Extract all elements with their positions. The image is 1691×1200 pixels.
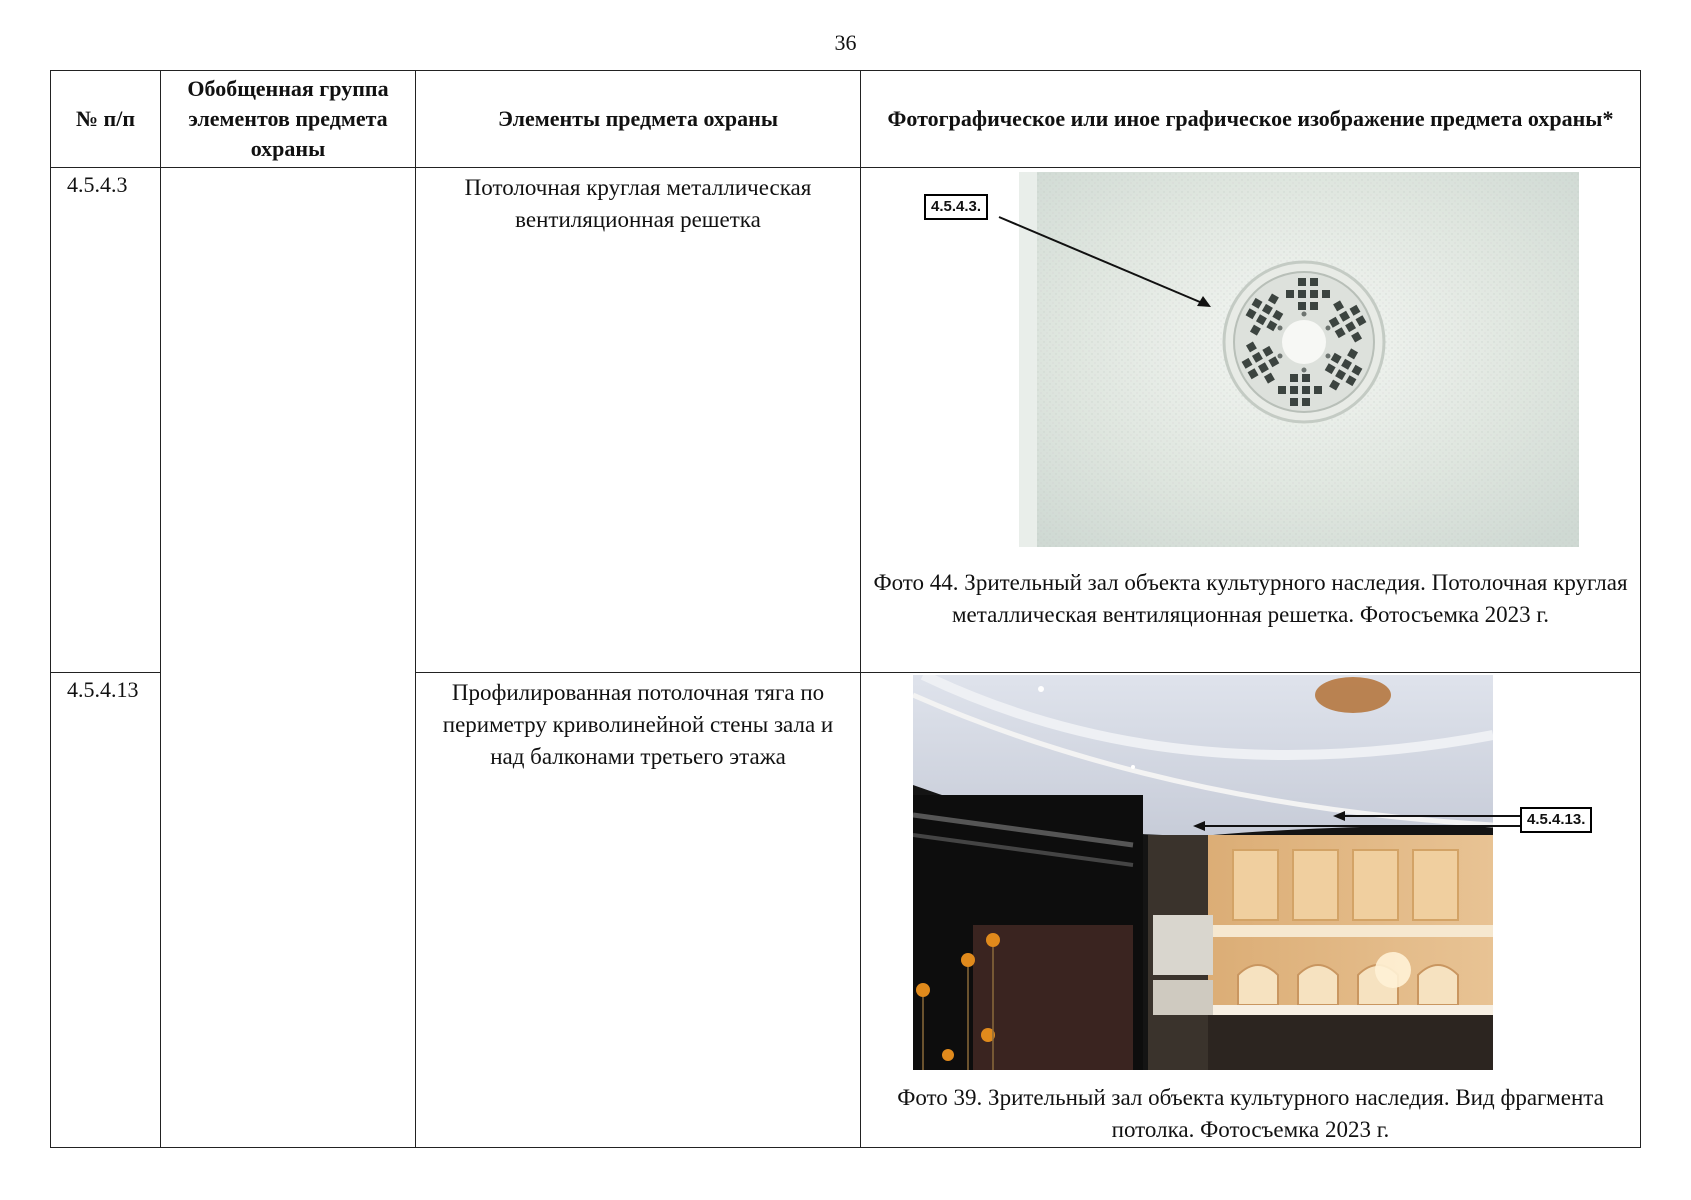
header-num: № п/п <box>51 71 161 168</box>
protection-table <box>50 70 1641 1148</box>
photo-caption: Фото 39. Зрительный зал объекта культурного наследия. Вид фрагмента потолка. Фотосъемка 2023 г. <box>897 1085 1604 1142</box>
row-element: Профилированная потолочная тяга по периметру криволинейной стены зала и над балконами третьего этажа <box>416 673 861 1148</box>
header-group: Обобщенная группа элементов предмета охраны <box>161 71 416 168</box>
header-elements: Элементы предмета охраны <box>416 71 861 168</box>
photo-label-4-5-4-13: 4.5.4.13. <box>1520 807 1592 833</box>
photo-ventilation-grille <box>931 172 1579 547</box>
row-photo-cell <box>861 673 1641 1148</box>
table-row <box>51 168 1641 673</box>
hall-ceiling-image <box>913 675 1493 1070</box>
photo-caption: Фото 44. Зрительный зал объекта культурного наследия. Потолочная круглая металлическая вентиляционная решетка. Фотосъемка 2023 г. <box>873 570 1628 627</box>
pointer-arrow-icon <box>999 202 1229 312</box>
row-group <box>161 168 416 1148</box>
pointer-arrow-icon <box>1193 810 1523 840</box>
row-photo-cell <box>861 168 1641 673</box>
table-header-row <box>51 71 1641 168</box>
page-number: 36 <box>834 30 857 55</box>
row-number: 4.5.4.3 <box>51 168 161 673</box>
row-element: Потолочная круглая металлическая вентиляционная решетка <box>416 168 861 673</box>
photo-label-4-5-4-3: 4.5.4.3. <box>924 194 988 220</box>
photo-hall-ceiling <box>913 675 1586 1070</box>
row-number: 4.5.4.13 <box>51 673 161 1148</box>
header-photo: Фотографическое или иное графическое изображение предмета охраны* <box>861 71 1641 168</box>
